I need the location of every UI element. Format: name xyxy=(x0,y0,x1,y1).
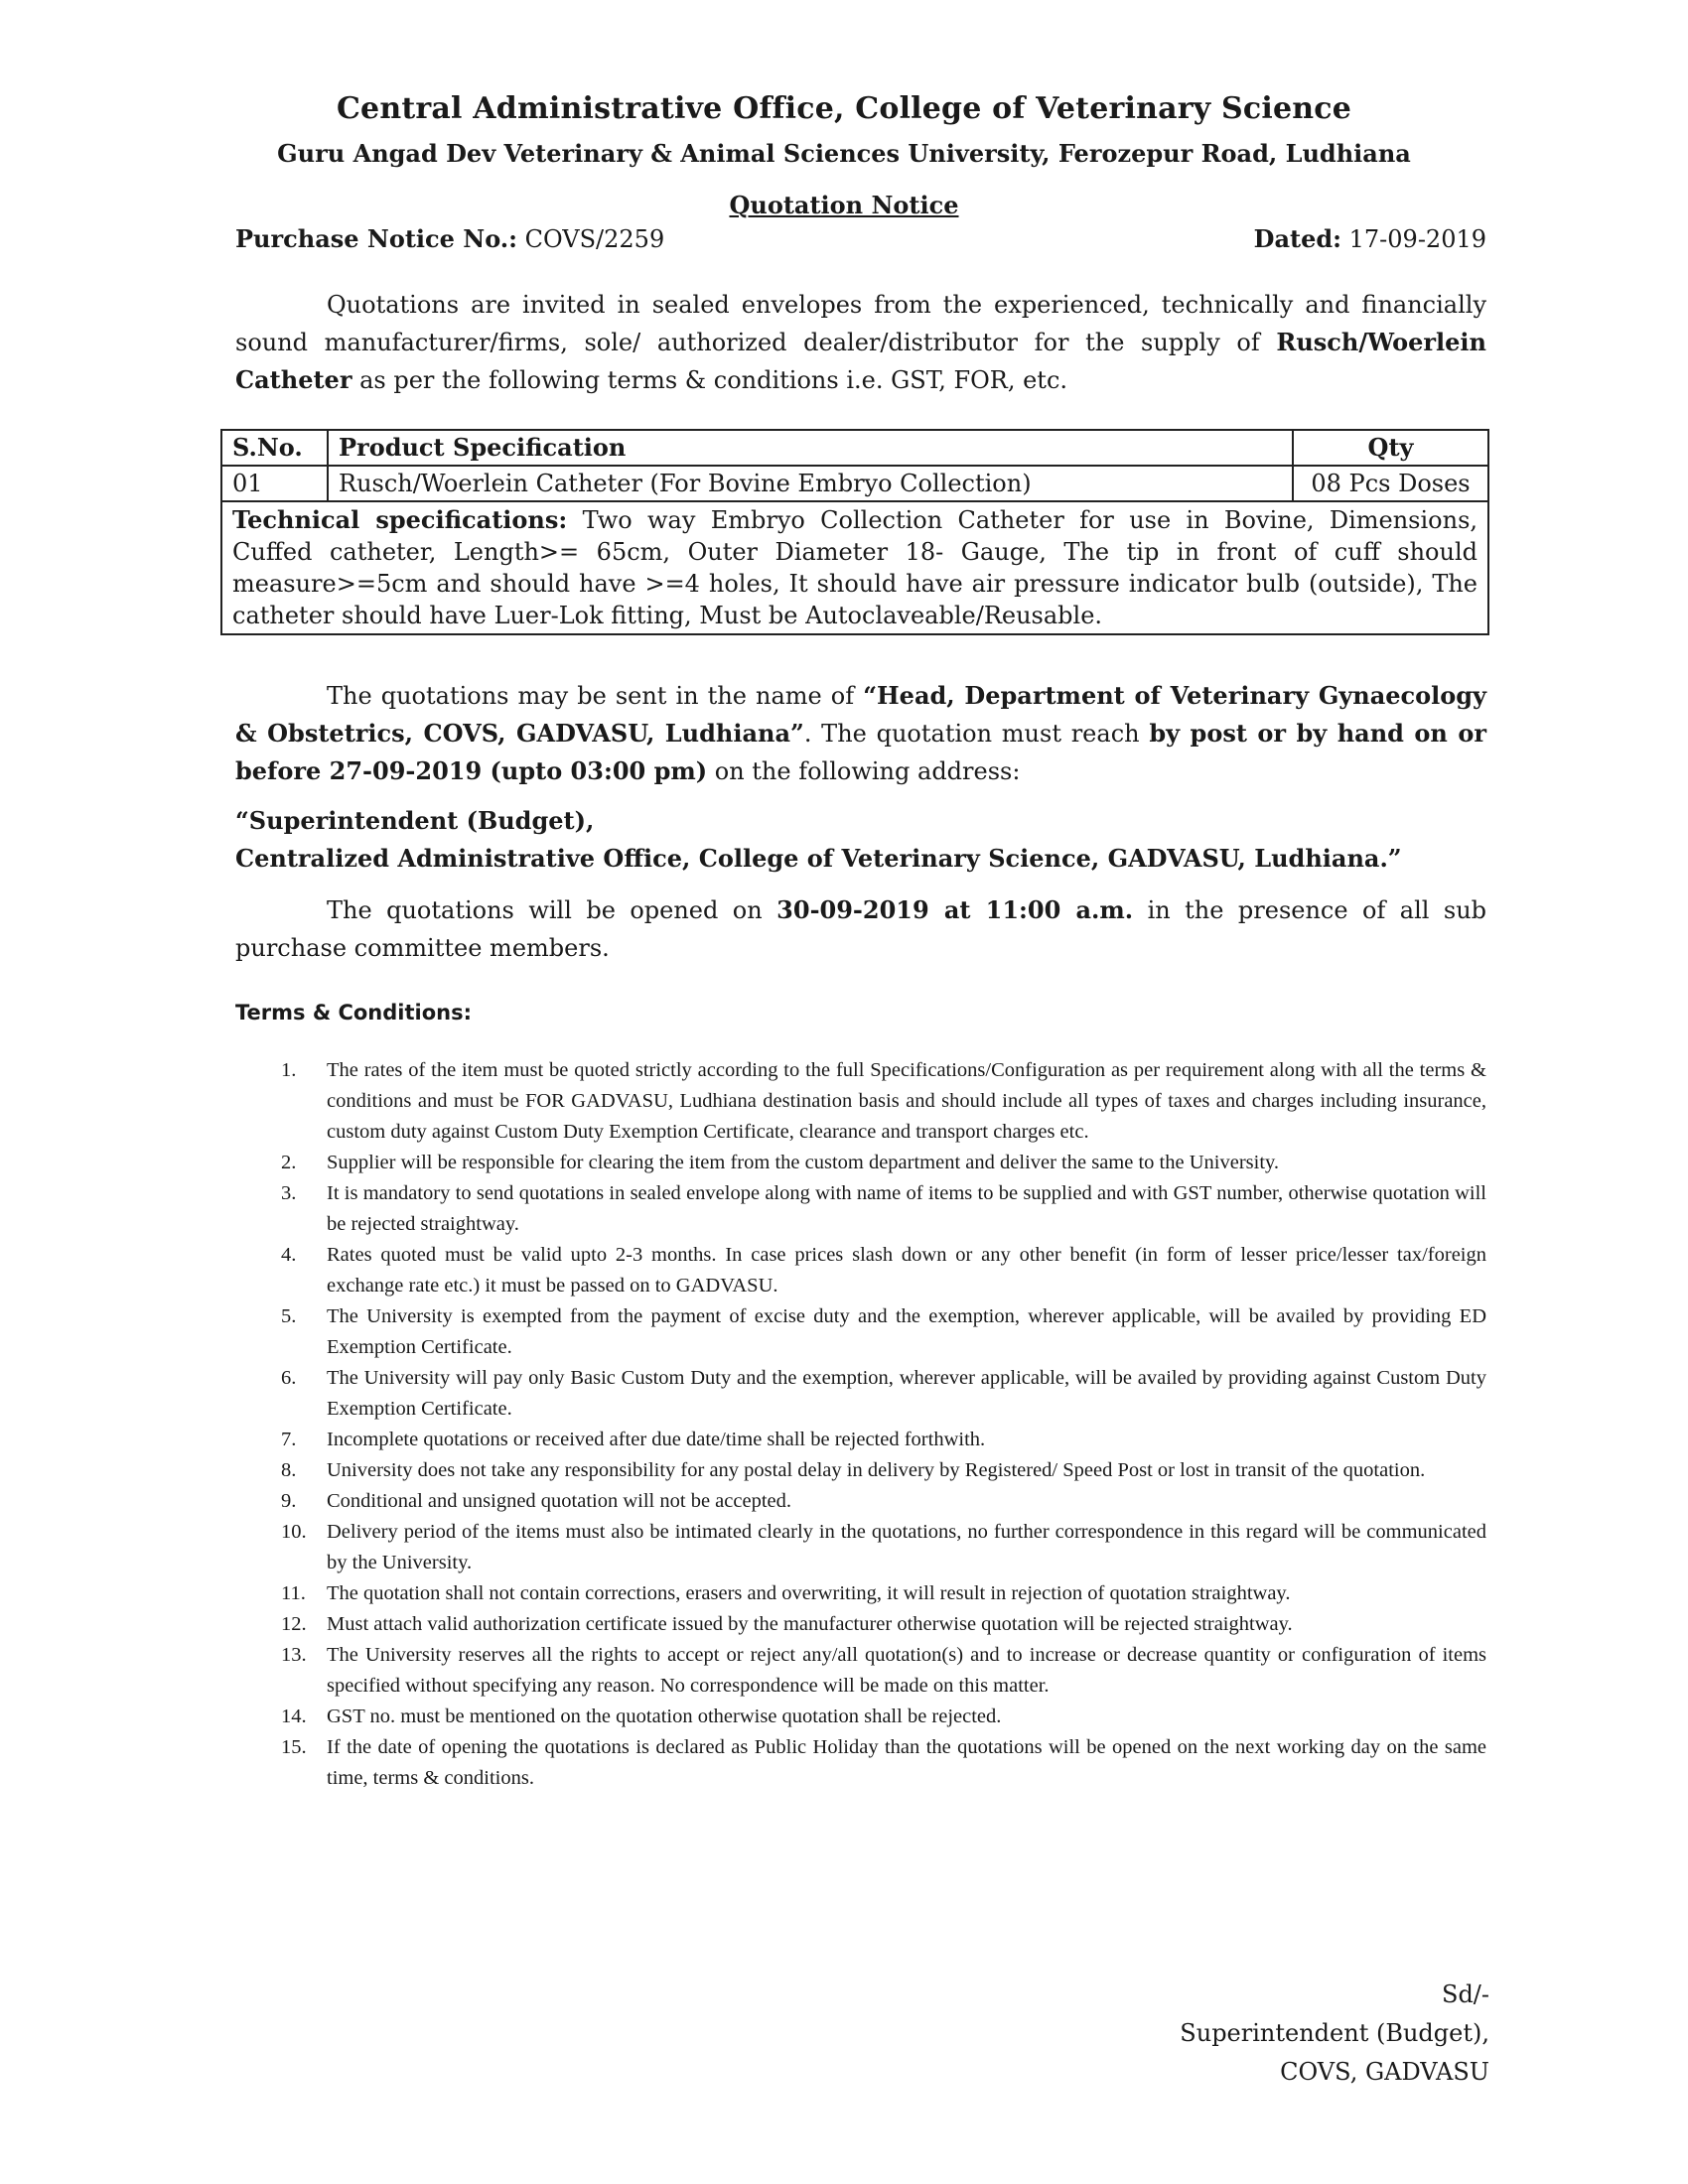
list-item xyxy=(235,1240,1486,1301)
notice-number-label: Purchase Notice No.: xyxy=(235,224,518,253)
submission-deadline: by post or by hand on or before 27-09-2019 (upto 03:00 pm) xyxy=(235,719,1487,785)
row-qty: 08 Pcs Doses xyxy=(1293,466,1488,501)
term-text: Delivery period of the items must also be intimated clearly in the quotations, no further correspondence in this regard will be communicated by the University. xyxy=(327,1521,1486,1573)
submission-addressee: “Head, Department of Veterinary Gynaecology & Obstetrics, COVS, GADVASU, Ludhiana” xyxy=(235,681,1486,748)
submission-paragraph xyxy=(235,677,1486,790)
term-number: 1. xyxy=(281,1059,297,1081)
notice-heading: Quotation Notice xyxy=(729,191,959,219)
term-text: It is mandatory to send quotations in sealed envelope along with name of items to be supplied and with GST number, otherwise quotation will be rejected straightway. xyxy=(327,1182,1486,1235)
term-text: If the date of opening the quotations is declared as Public Holiday than the quotations will be opened on the next working day on the same time, terms & conditions. xyxy=(327,1736,1486,1789)
list-item xyxy=(235,1455,1486,1486)
list-item xyxy=(235,1732,1486,1794)
tech-spec-text: Two way Embryo Collection Catheter for use in Bovine, Dimensions, Cuffed catheter, Length>= 65cm, Outer Diameter 18- Gauge, The tip in front of cuff should measure>=5cm and should have >=4 holes, It should have air pressure indicator bulb (outside), The catheter should have Luer-Lok fitting, Must be Autoclaveable/Reusable. xyxy=(232,506,1478,629)
list-item xyxy=(235,1425,1486,1455)
terms-heading: Terms & Conditions: xyxy=(235,1001,472,1024)
term-number: 12. xyxy=(281,1613,307,1635)
term-text: Incomplete quotations or received after due date/time shall be rejected forthwith. xyxy=(327,1429,986,1450)
intro-paragraph xyxy=(235,286,1486,399)
term-number: 13. xyxy=(281,1644,307,1666)
address-line-1: “Superintendent (Budget), xyxy=(235,806,595,835)
opening-paragraph xyxy=(235,891,1486,967)
term-number: 4. xyxy=(281,1244,297,1266)
term-number: 3. xyxy=(281,1182,297,1204)
list-item xyxy=(235,1578,1486,1609)
term-number: 11. xyxy=(281,1582,306,1604)
list-item xyxy=(235,1702,1486,1732)
submission-text-1: The quotations may be sent in the name of xyxy=(327,682,864,710)
term-number: 7. xyxy=(281,1429,297,1450)
list-item xyxy=(235,1486,1486,1517)
signature-office: COVS, GADVASU xyxy=(1280,2058,1489,2086)
intro-text-2: as per the following terms & conditions i.e. GST, FOR, etc. xyxy=(352,366,1068,394)
intro-item-name: Rusch/Woerlein Catheter xyxy=(235,328,1486,394)
table-header-row xyxy=(221,430,1488,466)
notice-number-value: COVS/2259 xyxy=(524,225,665,253)
term-text: The rates of the item must be quoted strictly according to the full Specifications/Configuration as per requirement along with all the terms & conditions and must be FOR GADVASU, Ludhiana destination basis and should include all types of taxes and charges including insurance, custom duty against Custom Duty Exemption Certificate, clearance and transport charges etc. xyxy=(327,1059,1486,1143)
header-product-spec: Product Specification xyxy=(328,430,1293,466)
term-text: GST no. must be mentioned on the quotation otherwise quotation shall be rejected. xyxy=(327,1706,1002,1727)
address-block xyxy=(235,802,1486,878)
technical-spec-row xyxy=(221,501,1488,634)
list-item xyxy=(235,1640,1486,1702)
list-item xyxy=(235,1363,1486,1425)
signature-designation: Superintendent (Budget), xyxy=(1180,2019,1489,2047)
term-number: 14. xyxy=(281,1706,307,1727)
list-item xyxy=(235,1148,1486,1178)
technical-spec-cell xyxy=(221,501,1488,634)
opening-text-2: in the presence of all sub purchase committee members. xyxy=(235,896,1487,962)
list-item xyxy=(235,1609,1486,1640)
list-item xyxy=(235,1055,1486,1148)
list-item xyxy=(235,1178,1486,1240)
header-sno: S.No. xyxy=(221,430,328,466)
term-text: University does not take any responsibility for any postal delay in delivery by Registered/ Speed Post or lost in transit of the quotation. xyxy=(327,1459,1426,1481)
notice-meta xyxy=(235,224,1486,253)
submission-text-3: on the following address: xyxy=(707,757,1021,785)
row-sno: 01 xyxy=(221,466,328,501)
term-text: Conditional and unsigned quotation will not be accepted. xyxy=(327,1490,791,1512)
term-number: 8. xyxy=(281,1459,297,1481)
intro-text-1: Quotations are invited in sealed envelopes from the experienced, technically and financially sound manufacturer/firms, sole/ authorized dealer/distributor for the supply of xyxy=(235,291,1486,356)
tech-spec-label: Technical specifications: xyxy=(232,505,568,534)
signature-sd: Sd/- xyxy=(1442,1980,1489,2008)
list-item xyxy=(235,1301,1486,1363)
table-row xyxy=(221,466,1488,501)
university-subtitle: Guru Angad Dev Veterinary & Animal Sciences University, Ferozepur Road, Ludhiana xyxy=(277,139,1411,168)
term-text: The University will pay only Basic Custom Duty and the exemption, wherever applicable, will be availed by providing against Custom Duty Exemption Certificate. xyxy=(327,1367,1486,1420)
product-table xyxy=(220,429,1489,635)
notice-date-value: 17-09-2019 xyxy=(1348,225,1486,253)
term-text: The University is exempted from the payment of excise duty and the exemption, wherever applicable, will be availed by providing ED Exemption Certificate. xyxy=(327,1305,1486,1358)
notice-date xyxy=(1254,224,1486,253)
term-text: The University reserves all the rights to accept or reject any/all quotation(s) and to increase or decrease quantity or configuration of items specified without specifying any reason. No correspondence will be made on this matter. xyxy=(327,1644,1486,1697)
term-number: 6. xyxy=(281,1367,297,1389)
office-title: Central Administrative Office, College of Veterinary Science xyxy=(336,91,1351,126)
term-number: 2. xyxy=(281,1152,297,1173)
term-text: The quotation shall not contain corrections, erasers and overwriting, it will result in rejection of quotation straightway. xyxy=(327,1582,1291,1604)
terms-list xyxy=(235,1055,1486,1794)
term-number: 9. xyxy=(281,1490,297,1512)
opening-datetime: 30-09-2019 at 11:00 a.m. xyxy=(776,895,1134,924)
header-qty: Qty xyxy=(1293,430,1488,466)
list-item xyxy=(235,1517,1486,1578)
term-text: Must attach valid authorization certificate issued by the manufacturer otherwise quotation will be rejected straightway. xyxy=(327,1613,1293,1635)
purchase-notice-number xyxy=(235,224,664,253)
notice-date-label: Dated: xyxy=(1253,224,1341,253)
address-line-2: Centralized Administrative Office, College of Veterinary Science, GADVASU, Ludhiana.” xyxy=(235,844,1402,873)
term-text: Rates quoted must be valid upto 2-3 months. In case prices slash down or any other benefit (in form of lesser price/lesser tax/foreign exchange rate etc.) it must be passed on to GADVASU. xyxy=(327,1244,1486,1297)
term-number: 10. xyxy=(281,1521,307,1543)
term-text: Supplier will be responsible for clearing the item from the custom department and deliver the same to the University. xyxy=(327,1152,1280,1173)
row-product-spec: Rusch/Woerlein Catheter (For Bovine Embryo Collection) xyxy=(328,466,1293,501)
submission-text-2: . The quotation must reach xyxy=(803,720,1150,748)
term-number: 15. xyxy=(281,1736,307,1758)
term-number: 5. xyxy=(281,1305,297,1327)
opening-text-1: The quotations will be opened on xyxy=(327,896,777,924)
